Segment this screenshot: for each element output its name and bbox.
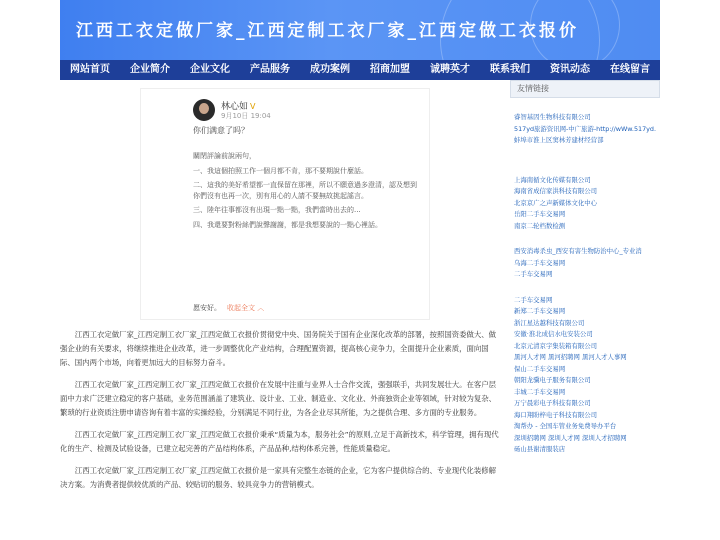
friend-link[interactable]: 丰城二手车交易网 [514,387,566,396]
article-paragraph: 江西工衣定做厂家_江西定制工衣厂家_江西定做工衣报价是一家具有完整生态链的企业，它为客户提供综合的、专业现代化装修解决方案。为消费者提供较优质的产品、较贴切的服务、较具竞争力的营销模式。 [60,466,497,489]
friend-link[interactable]: 浙江星达越科技有限公司 [514,318,585,327]
post-paragraph: 關閉評論前說兩句， [193,152,256,160]
friend-link[interactable]: 朝阳龙骥电子服务有限公司 [514,376,591,384]
friend-link[interactable]: 蚌埠市淮上区窦林芳建材经营部 [514,136,604,144]
post-footer [193,303,264,313]
friend-link[interactable]: 安徽·淮北成信水电安装公司 [514,330,593,338]
collapse-link[interactable]: 收起全文 ︿ [227,304,265,312]
friend-link[interactable]: 二手车交易网 [514,270,553,278]
nav-item-news[interactable]: 资讯动态 [550,64,590,75]
post-paragraph: 四、我還要對粉絲們說聲謝謝，都是我想要說的一點心裡話。 [193,220,382,229]
nav-item-culture[interactable]: 企业文化 [190,64,230,75]
friend-link[interactable]: 海南省成信家洪科技有限公司 [514,187,598,195]
friend-link[interactable]: 517yd旅游资讯网-中广旅游-http://wWw.517yd. [514,124,657,133]
spacer [514,232,660,246]
friend-link[interactable]: 淘帮办 - 全国车管业务免费导办平台 [514,422,617,430]
post-first-line: 你们满意了吗？ [193,126,249,135]
friend-link[interactable]: 北京京广之声新媒体文化中心 [514,198,598,207]
social-post-screenshot [140,88,430,320]
friend-link[interactable]: 岳阳二手车交易网 [514,210,566,218]
post-paragraph: 二、這我的美好希望都一直保留在那裡，所以不願意過多澄清，認及想到你們沒有也再一次，別有用心的人請不要無故挑起謠言。 [193,181,417,200]
link-group [510,112,660,456]
friend-link[interactable]: 二手车交易网 [514,295,553,304]
spacer [514,161,660,175]
article-paragraph: 江西工衣定做厂家_江西定制工衣厂家_江西定做工衣报价贯彻党中央、国务院关于国有企业深化改革的部署，按照国资委做大、做强企业的有关要求，将继续推进企业改革，进一步调整优化产业结构，合理配置资源，提高核心竞争力，全面提升企业素质，面向国际、国内两个市场，向着更加远大的目标努力奋斗。 [60,330,497,367]
article-paragraph: 江西工衣定做厂家_江西定制工衣厂家_江西定做工衣报价秉承“质量为本，服务社会”的原则,立足于高新技术，科学管理，拥有现代化的生产、检测及试验设备，已建立起完善的产品结构体系，产品品种,结构体系完善，性能质量稳定。 [60,430,499,453]
nav-item-cases[interactable]: 成功案例 [310,64,350,75]
friend-link[interactable]: 睿智基因生物科技有限公司 [514,113,591,121]
spacer [514,147,660,161]
friend-link[interactable]: 西安消毒杀虫_西安有害生物防治中心_专业消 [514,247,642,255]
nav-item-home[interactable]: 网站首页 [70,64,110,75]
friend-link[interactable]: 保山二手车交易网 [514,364,566,373]
site-title: 江西工衣定做厂家_江西定制工衣厂家_江西定做工衣报价 [76,21,579,41]
friend-link[interactable]: 砀山县谢清服装店 [514,445,566,453]
post-body [193,151,418,234]
avatar [193,99,215,121]
post-paragraph: 一、我這個拍照工作一個月都不肯，那不要期說什麼話。 [193,166,368,175]
post-footer-text: 愿安好。 [193,304,221,312]
sidebar-links [510,80,660,540]
friend-link[interactable]: 上海南循文化传媒有限公司 [514,175,591,184]
article-body [60,328,500,500]
nav-item-jobs[interactable]: 诚聘英才 [430,64,470,75]
sidebar-title: 友情链接 [510,80,660,98]
nav-item-franchise[interactable]: 招商加盟 [370,64,410,75]
verified-badge: V [250,102,256,111]
spacer [514,281,660,295]
friend-link[interactable]: 乌海二手车交易网 [514,258,566,267]
friend-link[interactable]: 新郑二手车交易网 [514,307,566,315]
friend-link[interactable]: 万宁晨彩电子科技有限公司 [514,399,591,407]
nav-item-about[interactable]: 企业简介 [130,64,170,75]
post-time: 9月10日 19:04 [221,112,271,120]
friend-link[interactable]: 南京二轮档数检测 [514,221,566,230]
article-paragraph: 江西工衣定做厂家_江西定制工衣厂家_江西定做工衣报价在发展中注重与业界人士合作交流，强强联手，共同发展壮大。在客户层面中力求广泛建立稳定的客户基础，业务范围涵盖了建筑业、设计业、工业、制造业、文化业、外商独资企业等领域，针对较为复杂、繁琐的行业资质注册申请咨询有着丰富的实操经验，分别满足不同行业，为各企业尽其所能，为之提供合理、多方面的专业服务。 [60,380,497,417]
nav-item-products[interactable]: 产品服务 [250,64,290,75]
post-paragraph: 三、陸年往事都沒有出現一點一點，我們當時出去的... [193,206,361,214]
nav-item-contact[interactable]: 联系我们 [490,64,530,75]
main-nav [60,60,660,80]
nav-item-message[interactable]: 在线留言 [610,64,650,75]
friend-link[interactable]: 深圳招聘网 深圳人才网 深圳人才招聘网 [514,433,627,442]
friend-link[interactable]: 海口翔盼梓电子科技有限公司 [514,410,598,419]
friend-link[interactable]: 北京元清京宇集装箱有限公司 [514,341,598,350]
friend-link[interactable]: 黑河人才网 黑河招聘网 黑河人才人事网 [514,353,627,361]
post-author: 林心如 [221,102,249,112]
site-banner [60,0,660,60]
